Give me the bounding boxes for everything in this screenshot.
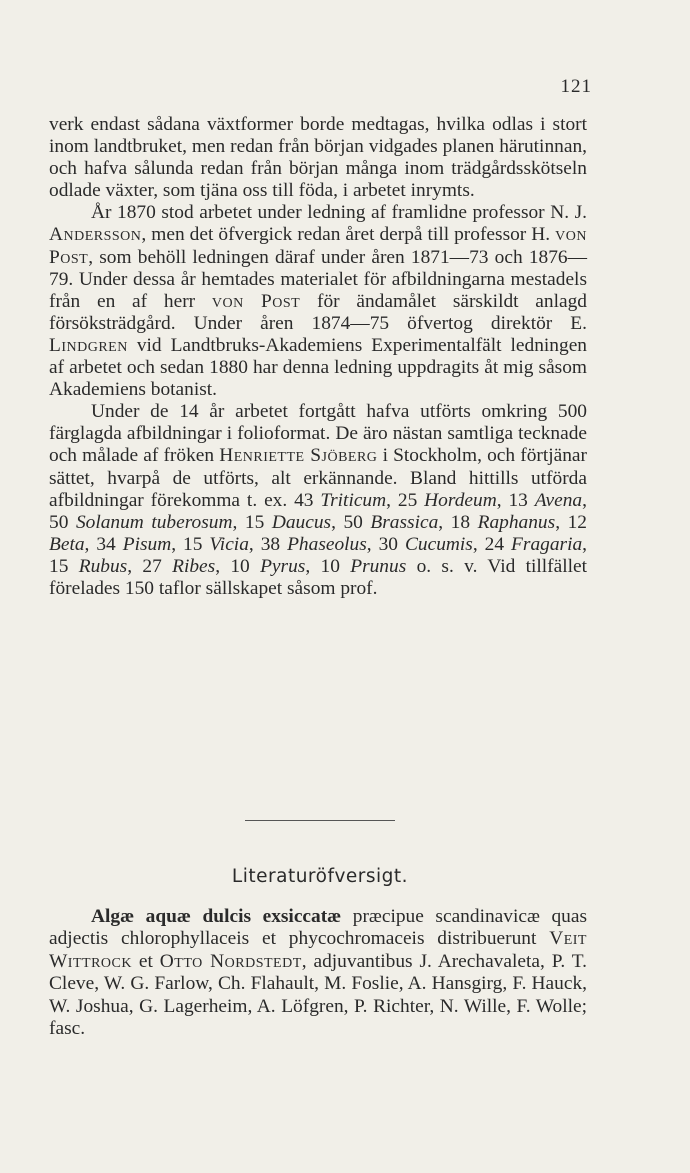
text-run: præcipue scandinavicæ quas adjectis chlorophyllaceis et phycochromaceis distribuerunt (49, 906, 587, 950)
genus-name: Brassica (370, 511, 439, 533)
text-run: , adjuvantibus J. Arechavaleta, P. T. Cleve, W. G. Farlow, Ch. Flahault, M. Foslie, A. Hansgirg, F. Hauck, W. Joshua, G. Lagerheim, A. Löfgren, P. Richter, N. Wille, F. Wolle; fasc. (49, 950, 587, 1040)
genus-name: Beta (49, 533, 85, 555)
text-run: , 24 (472, 533, 512, 555)
text-run: i Stockholm, och förtjänar sättet, hvarpå de utförts, alt erkännande. Bland hittills utförda afbildningar förekomma t. ex. 43 (49, 445, 587, 511)
genus-name: Ribes (172, 555, 216, 577)
main-text (49, 114, 587, 600)
paragraph-2 (49, 202, 587, 401)
text-run: för ändamålet särskildt anlagd försöksträdgård. Under åren 1874—75 öfvertog direktör E. (49, 290, 587, 334)
text-run: , 38 (248, 533, 288, 555)
text-run: , 30 (366, 533, 405, 555)
paragraph-1 (49, 114, 587, 202)
genus-name: Cucumis (404, 533, 473, 555)
genus-name: Pyrus (260, 555, 306, 577)
text-run: , 13 (496, 489, 535, 511)
page-number: 121 (560, 76, 592, 97)
text-run: År 1870 stod arbetet under ledning af framlidne professor N. J. (91, 202, 587, 224)
person-name: Lindgren (49, 334, 128, 356)
genus-name: Raphanus (477, 511, 556, 533)
genus-name: Solanum tuberosum (75, 511, 233, 533)
paragraph-1-text: verk endast sådana växtformer borde medtagas, hvilka odlas i stort inom landtbruket, men redan från början vidgades planen härutinnan, och hafva sålunda redan från början många inom trädgårdsskötseln odlade växter, som tjäna oss till föda, i arbetet inrymts. (49, 114, 587, 202)
person-name: von Post (211, 290, 301, 312)
genus-name: Triticum (320, 489, 387, 511)
text-run: , som behöll ledningen däraf under åren 1871—73 och 1876—79. Under dessa år hemtades materialet för afbildningarna mestadels från en af herr (49, 246, 587, 312)
text-run: , 15 (49, 533, 588, 577)
text-run: , 15 (232, 511, 272, 533)
person-name: Veit Wittrock (49, 928, 587, 972)
text-run: , men det öfvergick redan året derpå till professor H. (141, 224, 556, 246)
text-run: vid Landtbruks-Akademiens Experimentalfält ledningen af arbetet och sedan 1880 har denna ledning uppdragits åt mig såsom Akademiens botanist. (49, 334, 587, 401)
text-run: et (131, 950, 160, 972)
text-run: , 12 (555, 511, 587, 533)
person-name: Henriette Sjöberg (219, 445, 378, 467)
literature-paragraph (49, 906, 587, 1040)
text-run: , 27 (127, 555, 173, 577)
genus-name: Avena (534, 489, 583, 511)
text-run: , 15 (171, 533, 210, 555)
text-run: , 50 (331, 511, 371, 533)
text-run: , 10 (305, 555, 351, 577)
section-heading: Literaturöfversigt. (231, 866, 409, 887)
text-run: o. s. v. Vid tillfället förelades 150 taflor sällskapet såsom prof. (49, 555, 588, 599)
section-divider (245, 820, 395, 821)
text-run: , 10 (215, 555, 261, 577)
literature-entry (49, 906, 587, 1040)
genus-name: Vicia (209, 533, 249, 555)
text-run: , 50 (49, 489, 587, 533)
genus-name: Daucus (271, 511, 332, 533)
text-run: , 34 (84, 533, 123, 555)
paragraph-3 (49, 401, 587, 600)
genus-name: Hordeum (424, 489, 497, 511)
text-run: Under de 14 år arbetet fortgått hafva utförts omkring 500 färglagda afbildningar i folioformat. De äro nästan samtliga tecknade och målade af fröken (49, 401, 587, 467)
person-name: Andersson (49, 224, 142, 246)
person-name: von Post (49, 224, 587, 268)
text-run: , 18 (438, 511, 478, 533)
genus-name: Rubus (78, 555, 128, 577)
genus-name: Pisum (122, 533, 172, 555)
genus-name: Fragaria (511, 533, 583, 555)
person-name: Otto Nordstedt (159, 950, 302, 972)
text-run: , 25 (386, 489, 425, 511)
genus-name: Prunus (350, 555, 407, 577)
genus-name: Phaseolus (287, 533, 367, 555)
literature-title: Algæ aquæ dulcis exsiccatæ (91, 906, 342, 927)
